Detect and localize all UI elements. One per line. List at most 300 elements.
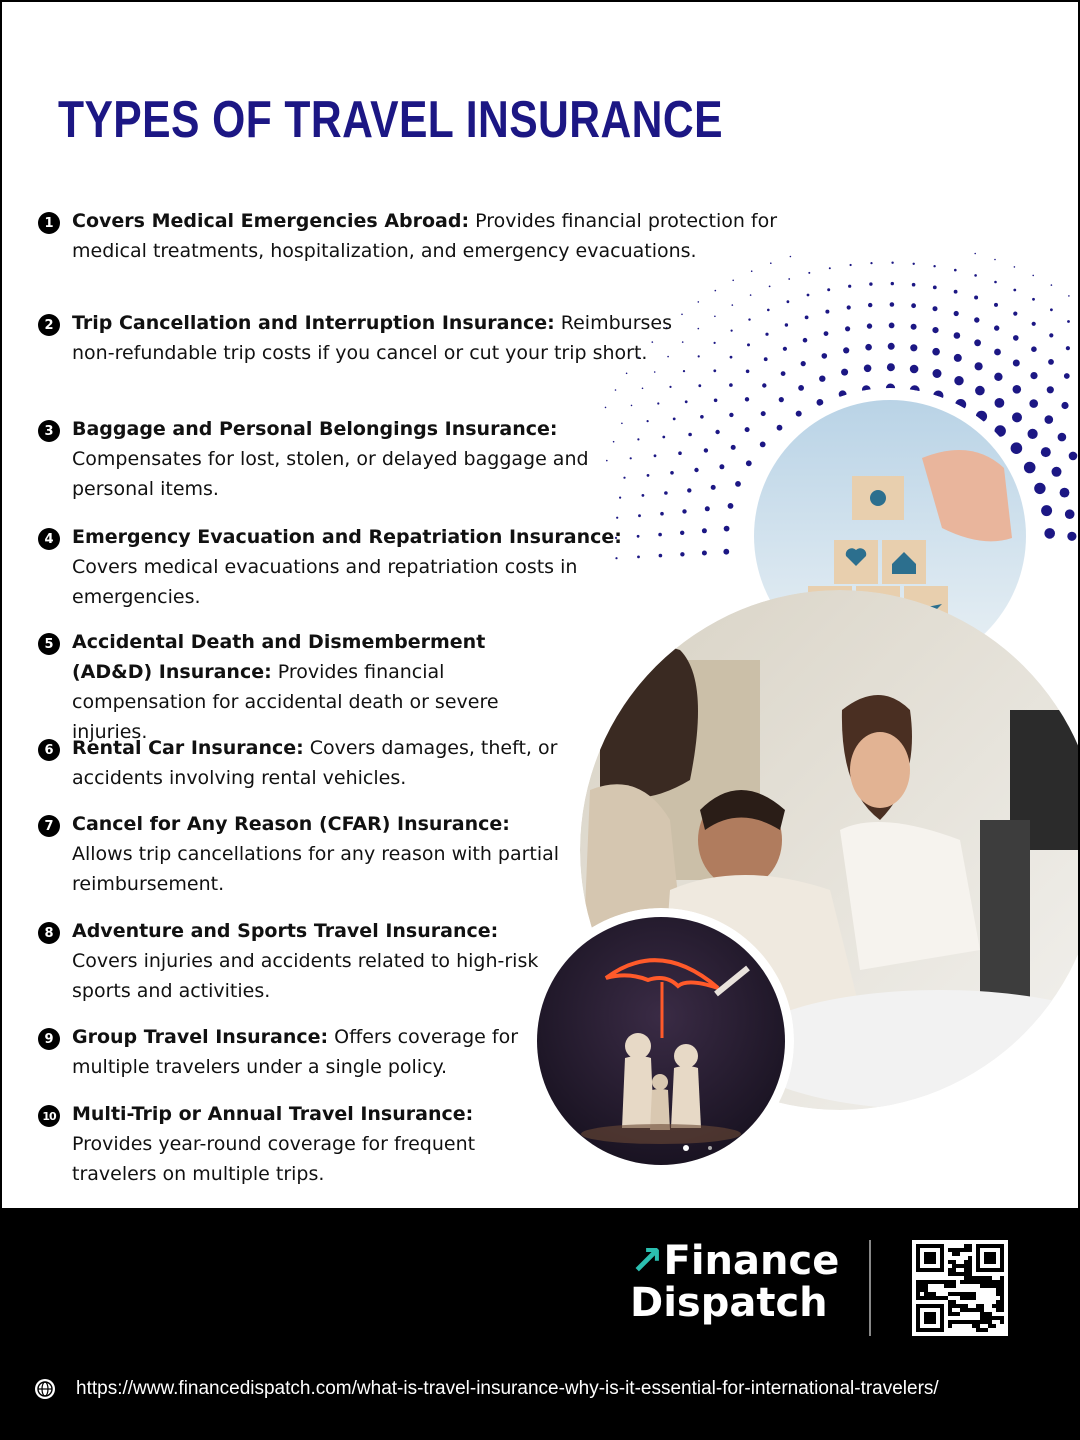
halftone-dot <box>796 411 802 417</box>
halftone-dot <box>994 259 996 261</box>
halftone-dot <box>798 385 804 391</box>
halftone-dot <box>1014 266 1016 268</box>
halftone-dot <box>698 301 700 303</box>
qr-module <box>992 1280 996 1284</box>
halftone-dot <box>870 262 872 264</box>
qr-module <box>960 1292 964 1296</box>
halftone-dot <box>1029 399 1038 408</box>
qr-module <box>948 1300 952 1304</box>
halftone-dot <box>911 324 917 330</box>
halftone-dot <box>681 314 683 316</box>
qr-module <box>924 1284 928 1288</box>
halftone-dot <box>1050 308 1053 311</box>
halftone-dot <box>682 509 686 513</box>
qr-module <box>968 1296 972 1300</box>
halftone-dot <box>783 347 787 351</box>
qr-module <box>936 1296 940 1300</box>
halftone-dot <box>1013 335 1019 341</box>
qr-module <box>972 1276 976 1280</box>
item-number-badge: 10 <box>38 1105 60 1127</box>
qr-module <box>980 1284 984 1288</box>
list-item <box>38 206 800 266</box>
halftone-dot <box>1031 346 1037 352</box>
halftone-dot <box>732 304 734 306</box>
item-description: Covers damages, theft, or accidents involving rental vehicles. <box>72 737 558 789</box>
list-item <box>38 733 572 793</box>
qr-module <box>968 1308 972 1312</box>
halftone-dot <box>615 389 617 391</box>
qr-module <box>1000 1316 1004 1320</box>
halftone-dot <box>808 272 810 274</box>
list-item <box>38 809 572 899</box>
qr-module <box>964 1268 968 1272</box>
halftone-dot <box>698 384 701 387</box>
halftone-dot <box>933 286 937 290</box>
halftone-dot <box>731 330 733 332</box>
item-text <box>72 627 572 747</box>
halftone-dot <box>781 371 786 376</box>
halftone-dot <box>889 323 895 329</box>
halftone-dot <box>682 341 684 343</box>
qr-module <box>1000 1284 1004 1288</box>
qr-module <box>956 1272 960 1276</box>
halftone-dot <box>642 494 645 497</box>
halftone-dot <box>777 425 783 431</box>
halftone-dot <box>715 430 719 434</box>
halftone-dot <box>1069 452 1078 461</box>
qr-module <box>976 1276 980 1280</box>
item-text <box>72 1022 542 1082</box>
logo-line1: Finance <box>663 1238 840 1284</box>
qr-module <box>968 1256 972 1260</box>
footer-divider <box>869 1240 871 1336</box>
qr-module <box>952 1272 956 1276</box>
halftone-dot <box>954 290 958 294</box>
qr-module <box>964 1248 968 1252</box>
qr-module <box>960 1320 964 1324</box>
qr-module <box>940 1280 944 1284</box>
halftone-dot <box>788 278 790 280</box>
item-heading: Accidental Death and Dismemberment (AD&D) Insurance: <box>72 631 486 683</box>
halftone-dot <box>700 415 704 419</box>
list-item <box>38 1022 542 1082</box>
qr-module <box>952 1284 956 1288</box>
halftone-dot <box>827 288 830 291</box>
qr-module <box>960 1280 964 1284</box>
halftone-dot <box>1032 275 1034 277</box>
qr-module <box>988 1280 992 1284</box>
item-number-badge: 1 <box>38 212 60 234</box>
halftone-dot <box>713 369 716 372</box>
halftone-dot <box>933 369 942 378</box>
qr-module <box>948 1248 952 1252</box>
qr-module <box>964 1272 968 1276</box>
halftone-dot <box>704 448 708 452</box>
item-description: Reimburses non-refundable trip costs if you cancel or cut your trip short. <box>72 312 672 364</box>
halftone-dot <box>1024 462 1036 474</box>
item-heading: Baggage and Personal Belongings Insurance: <box>72 418 558 440</box>
qr-module <box>988 1316 992 1320</box>
item-number-badge: 3 <box>38 420 60 442</box>
halftone-dot <box>637 556 640 559</box>
halftone-dot <box>657 402 659 404</box>
list-item <box>38 916 542 1006</box>
halftone-dot <box>767 309 770 312</box>
halftone-dot <box>654 371 656 373</box>
halftone-dot <box>731 445 736 450</box>
halftone-dot <box>745 397 749 401</box>
halftone-dot <box>745 427 750 432</box>
qr-module <box>960 1296 964 1300</box>
qr-module <box>984 1316 988 1320</box>
qr-module <box>956 1264 960 1268</box>
halftone-dot <box>751 270 753 272</box>
qr-module <box>980 1312 984 1316</box>
item-description: Provides financial protection for medical treatments, hospitalization, and emergency evacuations. <box>72 210 778 262</box>
halftone-dot <box>954 354 962 362</box>
qr-module <box>988 1284 992 1288</box>
qr-module <box>984 1320 988 1324</box>
qr-module <box>984 1276 988 1280</box>
qr-module <box>956 1252 960 1256</box>
halftone-dot <box>848 285 851 288</box>
qr-module <box>996 1288 1000 1292</box>
qr-module <box>952 1300 956 1304</box>
halftone-dot <box>729 413 733 417</box>
halftone-dot <box>932 348 940 356</box>
logo-arrow-icon: ↗ <box>630 1238 664 1284</box>
item-description: Compensates for lost, stolen, or delayed baggage and personal items. <box>72 448 589 500</box>
halftone-dot <box>654 454 657 457</box>
halftone-dot <box>841 369 848 376</box>
halftone-dot <box>803 338 808 343</box>
item-heading: Group Travel Insurance: <box>72 1026 329 1048</box>
qr-module <box>924 1288 928 1292</box>
halftone-dot <box>698 355 700 357</box>
halftone-dot <box>746 460 752 466</box>
halftone-dot <box>847 305 851 309</box>
halftone-dot <box>678 451 682 455</box>
qr-module <box>948 1272 952 1276</box>
qr-module <box>960 1308 964 1312</box>
item-heading: Cancel for Any Reason (CFAR) Insurance: <box>72 813 510 835</box>
qr-module <box>996 1300 1000 1304</box>
qr-module <box>920 1284 924 1288</box>
halftone-dot <box>688 433 692 437</box>
halftone-dot <box>911 303 916 308</box>
halftone-dot <box>785 323 788 326</box>
halftone-dot <box>1048 359 1054 365</box>
halftone-dot <box>702 528 707 533</box>
halftone-dot <box>891 282 894 285</box>
halftone-dot <box>714 399 718 403</box>
halftone-dot <box>954 311 959 316</box>
finance-dispatch-logo <box>630 1240 839 1324</box>
qr-module <box>976 1328 980 1332</box>
halftone-dot <box>680 531 684 535</box>
qr-module <box>928 1280 932 1284</box>
halftone-dot <box>1013 289 1016 292</box>
halftone-dot <box>974 274 977 277</box>
qr-module <box>948 1260 952 1264</box>
qr-module <box>960 1272 964 1276</box>
qr-module <box>980 1276 984 1280</box>
qr-module <box>956 1320 960 1324</box>
item-description: Provides year-round coverage for frequent travelers on multiple trips. <box>72 1133 476 1185</box>
qr-module <box>988 1320 992 1324</box>
qr-module <box>948 1320 952 1324</box>
halftone-dot <box>843 347 849 353</box>
qr-module <box>960 1304 964 1308</box>
halftone-dot <box>887 363 895 371</box>
halftone-dot <box>1068 295 1070 297</box>
qr-module <box>976 1304 980 1308</box>
item-number-badge: 8 <box>38 922 60 944</box>
qr-module <box>972 1280 976 1284</box>
qr-module <box>956 1292 960 1296</box>
halftone-dot <box>714 316 716 318</box>
halftone-dot <box>683 370 685 372</box>
halftone-dot <box>910 365 919 374</box>
item-description: Provides financial compensation for accidental death or severe injuries. <box>72 661 499 743</box>
qr-module <box>984 1328 988 1332</box>
qr-module <box>988 1312 992 1316</box>
qr-module <box>984 1284 988 1288</box>
halftone-dot <box>933 265 935 267</box>
halftone-dot <box>658 533 662 537</box>
qr-module <box>964 1320 968 1324</box>
qr-module <box>968 1264 972 1268</box>
halftone-dot <box>869 282 872 285</box>
halftone-dot <box>933 306 938 311</box>
qr-module <box>924 1296 928 1300</box>
qr-module <box>972 1308 976 1312</box>
halftone-dot <box>954 376 963 385</box>
halftone-dot <box>647 420 649 422</box>
item-number-badge: 5 <box>38 633 60 655</box>
item-number-badge: 7 <box>38 815 60 837</box>
item-description: Covers injuries and accidents related to high-risk sports and activities. <box>72 950 539 1002</box>
halftone-dot <box>910 344 917 351</box>
halftone-dot <box>705 506 710 511</box>
halftone-dot <box>698 328 700 330</box>
qr-module <box>928 1296 932 1300</box>
source-url[interactable]: https://www.financedispatch.com/what-is-travel-insurance-why-is-it-essential-for-international-travelers/ <box>76 1378 939 1399</box>
halftone-dot <box>975 386 985 396</box>
qr-module <box>976 1308 980 1312</box>
halftone-dot <box>715 290 717 292</box>
halftone-dot <box>669 386 671 388</box>
qr-module <box>972 1292 976 1296</box>
qr-module <box>924 1292 928 1296</box>
qr-module <box>984 1280 988 1284</box>
halftone-dot <box>994 281 997 284</box>
halftone-dot <box>994 373 1002 381</box>
halftone-dot <box>670 471 674 475</box>
qr-module <box>956 1304 960 1308</box>
qr-module <box>992 1284 996 1288</box>
halftone-dot <box>822 353 828 359</box>
qr-module <box>996 1284 1000 1288</box>
qr-module <box>948 1280 952 1284</box>
halftone-dot <box>1028 429 1038 439</box>
qr-module <box>936 1280 940 1284</box>
halftone-dot <box>850 264 852 266</box>
item-number-badge: 9 <box>38 1028 60 1050</box>
halftone-dot <box>730 356 733 359</box>
qr-module <box>932 1296 936 1300</box>
page-title: TYPES OF TRAVEL INSURANCE <box>58 91 723 149</box>
halftone-dot <box>724 526 730 532</box>
halftone-dot <box>1032 298 1035 301</box>
halftone-dot <box>637 535 640 538</box>
halftone-dot <box>764 357 768 361</box>
qr-module <box>1000 1304 1004 1308</box>
item-heading: Adventure and Sports Travel Insurance: <box>72 920 499 942</box>
halftone-dot <box>638 514 641 517</box>
halftone-dot <box>868 303 872 307</box>
qr-module <box>972 1324 976 1328</box>
qr-module <box>980 1316 984 1320</box>
item-heading: Covers Medical Emergencies Abroad: <box>72 210 470 232</box>
qr-module <box>968 1276 972 1280</box>
halftone-dot <box>660 512 664 516</box>
item-heading: Rental Car Insurance: <box>72 737 304 759</box>
item-text <box>72 1099 522 1189</box>
halftone-dot <box>729 383 733 387</box>
halftone-dot <box>702 551 707 556</box>
halftone-dot <box>673 418 676 421</box>
qr-module <box>948 1304 952 1308</box>
qr-module <box>952 1268 956 1272</box>
halftone-dot <box>746 370 750 374</box>
item-text <box>72 916 542 1006</box>
halftone-dot <box>954 269 957 272</box>
qr-module <box>964 1296 968 1300</box>
halftone-dot <box>974 339 981 346</box>
halftone-dot <box>807 294 810 297</box>
halftone-dot <box>637 438 639 440</box>
halftone-dot <box>1067 320 1070 323</box>
qr-module <box>944 1296 948 1300</box>
halftone-dot <box>1044 528 1055 539</box>
halftone-dot <box>728 503 734 509</box>
item-description: Offers coverage for multiple travelers under a single policy. <box>72 1026 519 1078</box>
halftone-dot <box>687 488 691 492</box>
halftone-dot <box>1065 509 1075 519</box>
halftone-dot <box>1013 312 1017 316</box>
item-description: Allows trip cancellations for any reason with partial reimbursement. <box>72 843 560 895</box>
halftone-dot <box>974 317 979 322</box>
halftone-dot <box>994 303 998 307</box>
qr-module <box>968 1292 972 1296</box>
qr-module <box>972 1320 976 1324</box>
qr-module <box>980 1308 984 1312</box>
qr-module <box>924 1252 936 1264</box>
item-number-badge: 4 <box>38 528 60 550</box>
halftone-dot <box>1064 373 1070 379</box>
qr-module <box>960 1248 964 1252</box>
qr-module <box>1000 1308 1004 1312</box>
list-item <box>38 308 672 368</box>
halftone-dot <box>642 388 644 390</box>
halftone-dot <box>1047 386 1054 393</box>
halftone-dot <box>762 383 766 387</box>
qr-module <box>952 1252 956 1256</box>
halftone-dot <box>932 327 938 333</box>
halftone-dot <box>890 302 895 307</box>
halftone-dot <box>1013 385 1022 394</box>
qr-module <box>952 1260 956 1264</box>
qr-module <box>988 1276 992 1280</box>
item-text <box>72 522 632 612</box>
qr-module <box>980 1304 984 1308</box>
list-item <box>38 1099 522 1189</box>
halftone-dot <box>765 333 768 336</box>
qr-module <box>964 1260 968 1264</box>
qr-module <box>980 1320 984 1324</box>
qr-module <box>952 1292 956 1296</box>
qr-module <box>932 1292 936 1296</box>
halftone-dot <box>1052 467 1062 477</box>
qr-module <box>920 1296 924 1300</box>
qr-module <box>948 1268 952 1272</box>
item-number-badge: 2 <box>38 314 60 336</box>
qr-module <box>968 1244 972 1248</box>
halftone-dot <box>723 549 729 555</box>
halftone-dot <box>711 485 716 490</box>
halftone-dot <box>1034 483 1045 494</box>
qr-module <box>1000 1292 1004 1296</box>
qr-module <box>968 1248 972 1252</box>
qr-module <box>968 1280 972 1284</box>
qr-module <box>976 1280 980 1284</box>
halftone-dot <box>761 411 766 416</box>
item-heading: Trip Cancellation and Interruption Insurance: <box>72 312 555 334</box>
halftone-dot <box>829 267 831 269</box>
halftone-dot <box>825 310 829 314</box>
qr-module <box>992 1304 996 1308</box>
qr-module <box>1000 1288 1004 1292</box>
halftone-dot <box>647 474 650 477</box>
qr-module <box>924 1312 936 1324</box>
logo-line2: Dispatch <box>630 1280 828 1326</box>
qr-module <box>996 1292 1000 1296</box>
qr-module <box>1000 1296 1004 1300</box>
qr-code-icon[interactable] <box>912 1240 1008 1336</box>
qr-module <box>952 1264 956 1268</box>
halftone-dot <box>631 405 633 407</box>
halftone-dot <box>760 442 766 448</box>
halftone-dot <box>1030 372 1037 379</box>
halftone-dot <box>805 316 809 320</box>
halftone-dot <box>975 362 983 370</box>
globe-icon <box>34 1378 56 1400</box>
qr-module <box>916 1280 920 1284</box>
halftone-dot <box>750 294 752 296</box>
qr-module <box>984 1252 996 1264</box>
qr-module <box>968 1268 972 1272</box>
qr-module <box>924 1280 928 1284</box>
qr-module <box>952 1304 956 1308</box>
halftone-dot <box>1067 532 1076 541</box>
halftone-dot <box>974 296 978 300</box>
halftone-dot <box>994 349 1001 356</box>
qr-module <box>996 1280 1000 1284</box>
halftone-dot <box>1049 333 1053 337</box>
qr-module <box>996 1304 1000 1308</box>
qr-module <box>956 1248 960 1252</box>
